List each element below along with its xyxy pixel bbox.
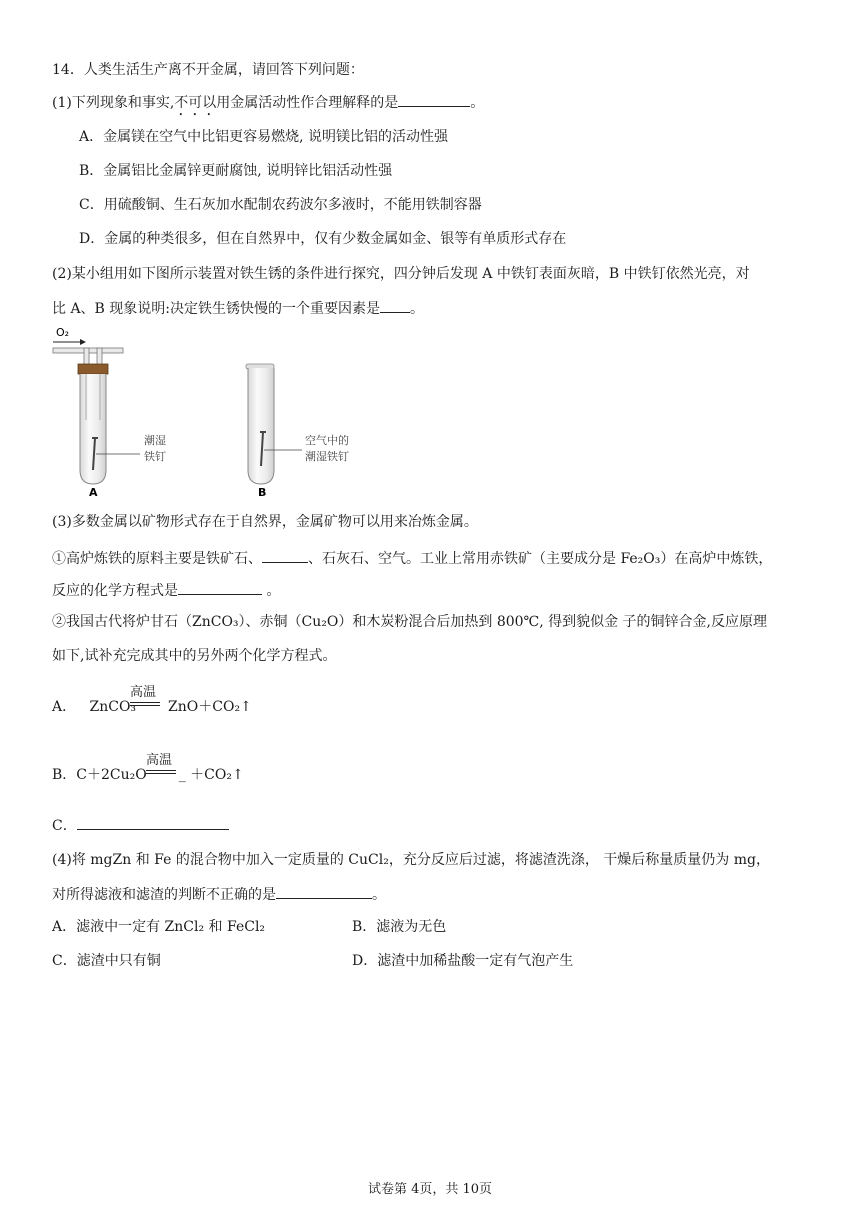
part4-option-c: C．滤渣中只有铜: [52, 953, 161, 969]
equation-a: [52, 697, 252, 717]
part3-s1-line2: [52, 580, 280, 601]
equation-a-label: A．: [52, 699, 77, 715]
part2-line2: [52, 298, 424, 319]
part2-answer-blank[interactable]: [380, 298, 410, 313]
question-title: 14．人类生活生产离不开金属，请回答下列问题：: [52, 62, 364, 78]
part1-option-d: D．金属的种类很多，但在自然界中，仅有少数金属如金、银等有单质形式存在: [79, 231, 567, 247]
part3-s1-c: 反应的化学方程式是: [52, 583, 178, 599]
equation-b-equals: [146, 770, 176, 774]
part1-pre: (1)下列现象和事实,: [52, 95, 175, 111]
part4-option-d: D．滤渣中加稀盐酸一定有气泡产生: [352, 953, 574, 969]
label-a-line1: 潮湿: [144, 434, 166, 447]
equation-a-equals: [130, 702, 160, 706]
part1-emphasis: 不可以: [174, 95, 217, 111]
part4-option-b: B．滤液为无色: [352, 919, 447, 935]
label-b-line2: 潮湿铁钉: [305, 450, 349, 463]
tube-a-label: A: [89, 486, 98, 499]
equation-a-right: ZnO＋CO₂↑: [168, 699, 252, 715]
rust-experiment-figure: [40, 320, 380, 504]
part4-line2-end: 。: [372, 887, 386, 903]
equation-b: [52, 765, 244, 785]
part4-line1: (4)将 mgZn 和 Fe 的混合物中加入一定质量的 CuCl₂，充分反应后过滤，将滤渣洗涤， 干燥后称量质量仍为 mg，: [52, 852, 770, 868]
part1-stem: [52, 92, 484, 119]
part1-option-c: C．用硫酸铜、生石灰加水配制农药波尔多液时，不能用铁制容器: [79, 197, 482, 213]
rubber-stopper: [78, 364, 108, 374]
part4-line2: [52, 884, 386, 905]
equation-c-label: C．: [52, 818, 77, 834]
label-b-line1: 空气中的: [305, 434, 349, 447]
tube-b-label: B: [258, 486, 267, 499]
part1-option-a: A．金属镁在空气中比铝更容易燃烧, 说明镁比铝的活动性强: [79, 129, 449, 145]
part3-s2-line2: 如下,试补充完成其中的另外两个化学方程式。: [52, 648, 337, 664]
part3-equation-blank[interactable]: [178, 580, 262, 595]
label-a-line2: 铁钉: [144, 450, 166, 463]
part4-line2-text: 对所得滤液和滤渣的判断不正确的是: [52, 887, 276, 903]
equation-c-blank[interactable]: [77, 815, 229, 830]
part3-s1-a: ①高炉炼铁的原料主要是铁矿石、: [52, 551, 262, 567]
part1-post: 用金属活动性作合理解释的是: [216, 95, 399, 111]
equation-a-condition: 高温: [130, 685, 157, 700]
part4-option-a: A．滤液中一定有 ZnCl₂ 和 FeCl₂: [52, 919, 266, 935]
part1-end: 。: [470, 95, 485, 111]
part3-intro: (3)多数金属以矿物形式存在于自然界，金属矿物可以用来冶炼金属。: [52, 514, 478, 530]
part3-s1-b: 、石灰石、空气。工业上常用赤铁矿（主要成分是 Fe₂O₃）在高炉中炼铁，: [308, 551, 773, 567]
oxygen-label: O₂: [56, 326, 70, 339]
test-tube-b: [248, 368, 274, 484]
part1-option-b: B．金属铝比金属锌更耐腐蚀, 说明锌比铝活动性强: [79, 163, 393, 179]
part2-line2-text: 比 A、B 现象说明:决定铁生锈快慢的一个重要因素是: [52, 301, 381, 317]
part1-answer-blank[interactable]: [398, 92, 470, 107]
part4-answer-blank[interactable]: [276, 884, 372, 899]
part3-s1-line1: [52, 548, 772, 569]
equation-c: [52, 815, 229, 836]
equation-a-left: ZnCO₃: [89, 699, 137, 715]
part2-line2-end: 。: [410, 301, 425, 317]
page-footer: 试卷第 4页，共 10页: [367, 1182, 493, 1197]
part2-line1: (2)某小组用如下图所示装置对铁生锈的条件进行探究，四分钟后发现 A 中铁钉表面灰暗，B 中铁钉依然光亮，对: [52, 266, 750, 282]
equation-b-right: _ ＋CO₂↑: [178, 767, 244, 783]
part3-s2-line1: ②我国古代将炉甘石（ZnCO₃）、赤铜（Cu₂O）和木炭粉混合后加热到 800℃, 得到貌似金 子的铜锌合金,反应原理: [52, 614, 767, 630]
part3-fuel-blank[interactable]: [262, 548, 308, 563]
equation-b-left: B．C＋2Cu₂O: [52, 767, 147, 783]
equation-b-condition: 高温: [146, 753, 173, 768]
part3-s1-d: 。: [262, 583, 281, 599]
